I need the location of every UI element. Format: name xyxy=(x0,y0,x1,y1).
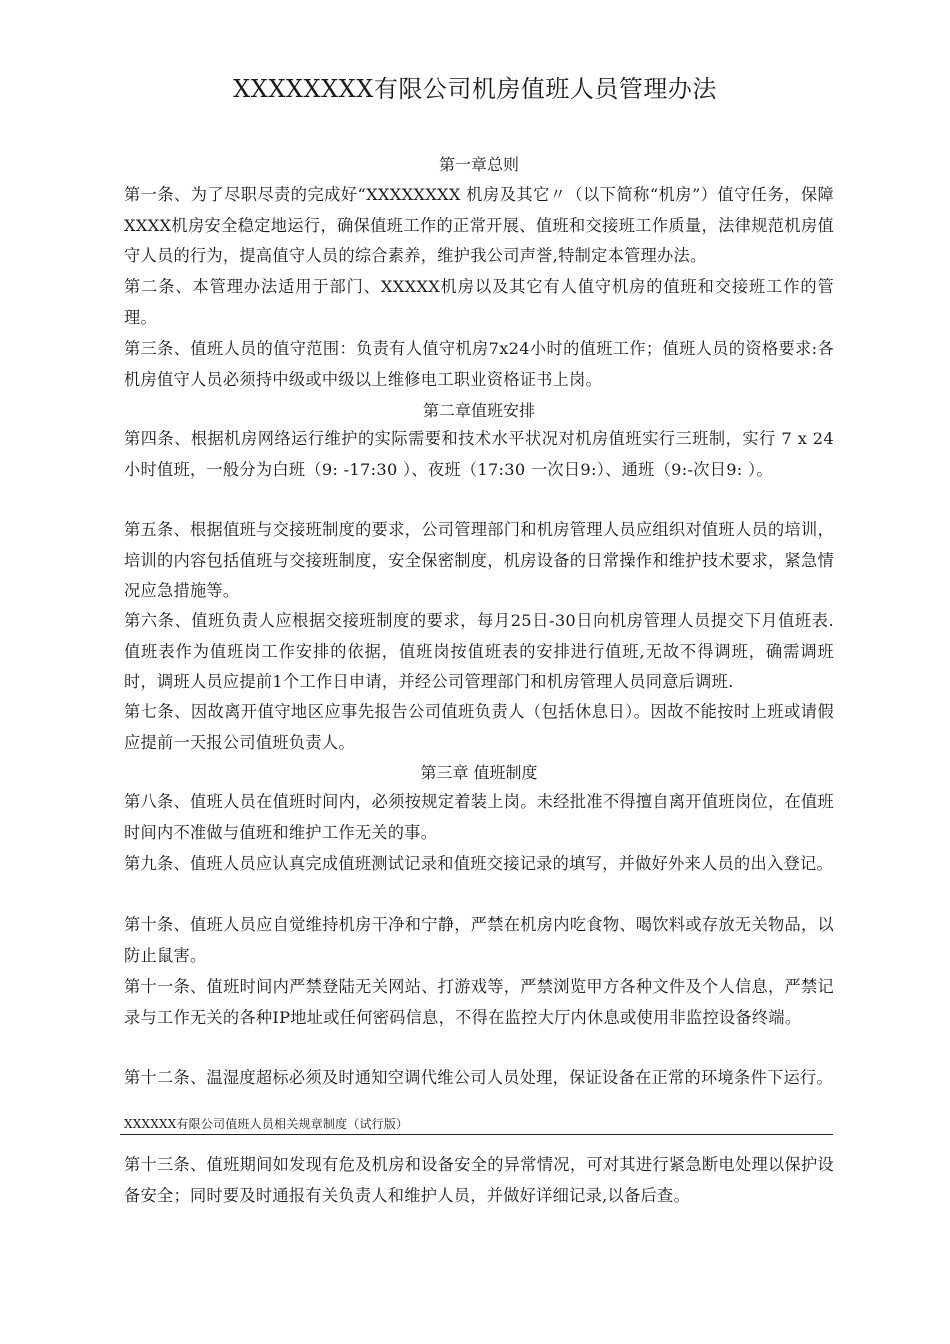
article-3: 第三条、值班人员的值守范围：负责有人值守机房7x24小时的值班工作；值班人员的资格要求:各机房值守人员必须持中级或中级以上维修电工职业资格证书上岗。 xyxy=(124,339,834,389)
article-13: 第十三条、值班期间如发现有危及机房和设备安全的异常情况，可对其进行紧急断电处理以保护设备安全；同时要及时通报有关负责人和维护人员，并做好详细记录,以备后查。 xyxy=(124,1155,834,1205)
chapter-heading-1: 第一章总则 xyxy=(438,155,519,174)
article-5: 第五条、根据值班与交接班制度的要求，公司管理部门和机房管理人员应组织对值班人员的培训，培训的内容包括值班与交接班制度，安全保密制度，机房设备的日常操作和维护技术要求，紧急情况应急措施等。 xyxy=(124,520,834,600)
document-title: XXXXXXXX有限公司机房值班人员管理办法 xyxy=(233,75,717,103)
chapter-heading-2: 第二章值班安排 xyxy=(422,401,535,420)
article-10: 第十条、值班人员应自觉维持机房干净和宁静，严禁在机房内吃食物、喝饮料或存放无关物品，以防止鼠害。 xyxy=(124,915,834,965)
page-footer-label: XXXXXX有限公司值班人员相关规章制度（试行版） xyxy=(124,1117,409,1131)
article-6: 第六条、值班负责人应根据交接班制度的要求，每月25日-30日向机房管理人员提交下月值班表.值班表作为值班岗工作安排的依据，值班岗按值班表的安排进行值班,无故不得调班，确需调班时，调班人员应提前1个工作日申请，并经公司管理部门和机房管理人员同意后调班. xyxy=(124,611,834,691)
article-11: 第十一条、值班时间内严禁登陆无关网站、打游戏等，严禁浏览甲方各种文件及个人信息，严禁记录与工作无关的各种IP地址或任何密码信息，不得在监控大厅内休息或使用非监控设备终端。 xyxy=(124,977,834,1027)
footer-divider xyxy=(120,1134,833,1135)
article-1: 第一条、为了尽职尽责的完成好“XXXXXXXX 机房及其它〃（以下简称“机房”）值守任务，保障XXXX机房安全稳定地运行，确保值班工作的正常开展、值班和交接班工作质量，法律规范机房值守人员的行为，提高值守人员的综合素养，维护我公司声誉,特制定本管理办法。 xyxy=(124,185,834,265)
article-4: 第四条、根据机房网络运行维护的实际需要和技术水平状况对机房值班实行三班制，实行 7 x 24小时值班，一般分为白班（9: -17:30 ）、夜班（17:30 一次日9:）、通班（9:-次日9: ）。 xyxy=(124,429,834,479)
chapter-heading-3: 第三章 值班制度 xyxy=(420,763,538,782)
article-9: 第九条、值班人员应认真完成值班测试记录和值班交接记录的填写，并做好外来人员的出入登记。 xyxy=(124,854,833,873)
article-7: 第七条、因故离开值守地区应事先报告公司值班负责人（包括休息日）。因故不能按时上班或请假应提前一天报公司值班负责人。 xyxy=(124,702,834,752)
article-2: 第二条、本管理办法适用于部门、XXXXX机房以及其它有人值守机房的值班和交接班工作的管理。 xyxy=(124,277,834,327)
article-8: 第八条、值班人员在值班时间内，必须按规定着装上岗。未经批准不得擅自离开值班岗位，在值班时间内不准做与值班和维护工作无关的事。 xyxy=(124,792,834,842)
article-12: 第十二条、温湿度超标必须及时通知空调代维公司人员处理，保证设备在正常的环境条件下运行。 xyxy=(124,1068,833,1087)
